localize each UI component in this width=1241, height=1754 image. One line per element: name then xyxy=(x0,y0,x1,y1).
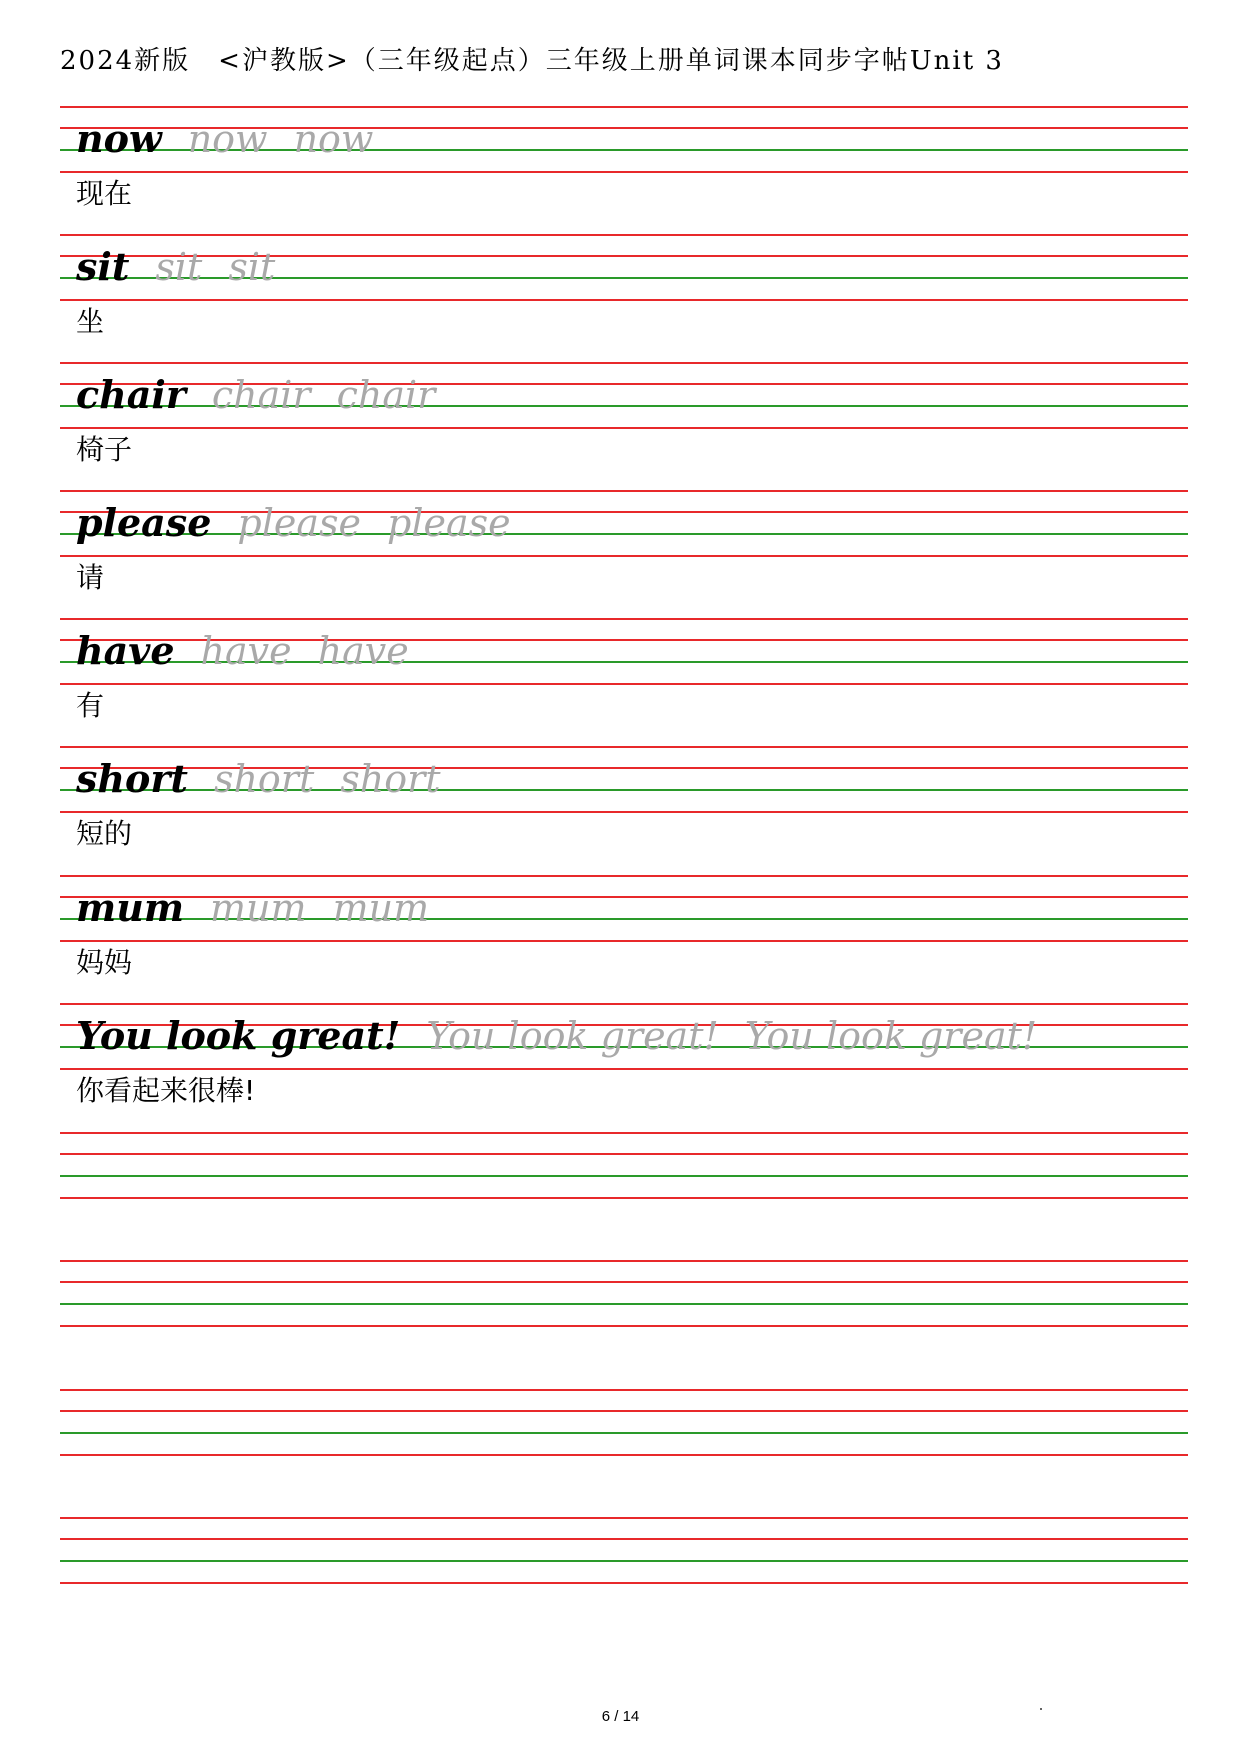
word-group xyxy=(76,748,467,810)
ruling-line xyxy=(60,427,1188,429)
trace-word: please xyxy=(237,501,361,545)
ruling-line xyxy=(60,1582,1188,1584)
ruling-line xyxy=(60,940,1188,942)
practice-row xyxy=(60,234,1188,338)
chinese-meaning: 请 xyxy=(76,561,105,594)
word-group xyxy=(76,492,537,554)
trace-word: now xyxy=(293,117,374,161)
ruling-line xyxy=(60,1281,1188,1283)
practice-row xyxy=(60,106,1188,210)
baseline-line xyxy=(60,1175,1188,1177)
practice-row xyxy=(60,1003,1188,1107)
trace-word: sit xyxy=(155,245,203,289)
trace-word: now xyxy=(187,117,268,161)
ruling-line xyxy=(60,683,1188,685)
chinese-meaning: 短的 xyxy=(76,817,133,850)
vocab-word: mum xyxy=(76,885,185,930)
practice-row xyxy=(60,746,1188,850)
empty-practice-row xyxy=(60,1132,1188,1232)
trace-word: You look great! xyxy=(744,1014,1038,1058)
chinese-meaning: 现在 xyxy=(76,177,133,210)
ruling-line xyxy=(60,1410,1188,1412)
trace-word: please xyxy=(387,501,511,545)
word-group xyxy=(76,620,435,682)
empty-practice-row xyxy=(60,1517,1188,1617)
vocab-word: sit xyxy=(76,244,130,289)
ruling-line xyxy=(60,171,1188,173)
word-group xyxy=(76,877,455,939)
word-group xyxy=(76,108,399,170)
trace-word: chair xyxy=(336,373,436,417)
practice-row xyxy=(60,875,1188,979)
ruling-line xyxy=(60,555,1188,557)
chinese-meaning: 你看起来很棒! xyxy=(76,1074,256,1107)
chinese-meaning: 坐 xyxy=(76,305,105,338)
practice-row xyxy=(60,490,1188,594)
ruling-line xyxy=(60,811,1188,813)
ruling-line xyxy=(60,1389,1188,1391)
trace-word: mum xyxy=(210,886,307,930)
vocab-word: please xyxy=(76,500,212,545)
baseline-line xyxy=(60,1432,1188,1434)
trace-word: short xyxy=(213,757,315,801)
ruling-line xyxy=(60,1454,1188,1456)
word-group xyxy=(76,236,301,298)
empty-practice-row xyxy=(60,1260,1188,1360)
trace-word: have xyxy=(317,629,409,673)
ruling-line xyxy=(60,1132,1188,1134)
ruling-line xyxy=(60,299,1188,301)
chinese-meaning: 妈妈 xyxy=(76,946,133,979)
practice-row xyxy=(60,618,1188,722)
empty-practice-row xyxy=(60,1389,1188,1489)
ruling-line xyxy=(60,1325,1188,1327)
trace-word: chair xyxy=(211,373,311,417)
vocab-word: short xyxy=(76,756,188,801)
baseline-line xyxy=(60,1560,1188,1562)
trace-word: short xyxy=(340,757,441,801)
corner-dot xyxy=(1040,1708,1042,1710)
chinese-meaning: 有 xyxy=(76,689,105,722)
vocab-word: have xyxy=(76,628,175,673)
trace-word: have xyxy=(200,629,292,673)
trace-word: sit xyxy=(228,245,276,289)
practice-row xyxy=(60,362,1188,466)
chinese-meaning: 椅子 xyxy=(76,433,133,466)
vocab-word: chair xyxy=(76,372,186,417)
baseline-line xyxy=(60,1303,1188,1305)
ruling-line xyxy=(60,1260,1188,1262)
page-number: 6 / 14 xyxy=(601,1708,640,1725)
trace-word: You look great! xyxy=(426,1014,719,1058)
ruling-line xyxy=(60,1068,1188,1070)
ruling-line xyxy=(60,1517,1188,1519)
vocab-word: now xyxy=(76,116,162,161)
ruling-line xyxy=(60,1538,1188,1540)
vocab-word: You look great! xyxy=(76,1013,401,1058)
trace-word: mum xyxy=(332,886,430,930)
word-group xyxy=(76,1005,1063,1067)
ruling-line xyxy=(60,1153,1188,1155)
ruling-line xyxy=(60,1197,1188,1199)
word-group xyxy=(76,364,461,426)
page-title: 2024新版 <沪教版>（三年级起点）三年级上册单词课本同步字帖Unit 3 xyxy=(60,46,1004,76)
